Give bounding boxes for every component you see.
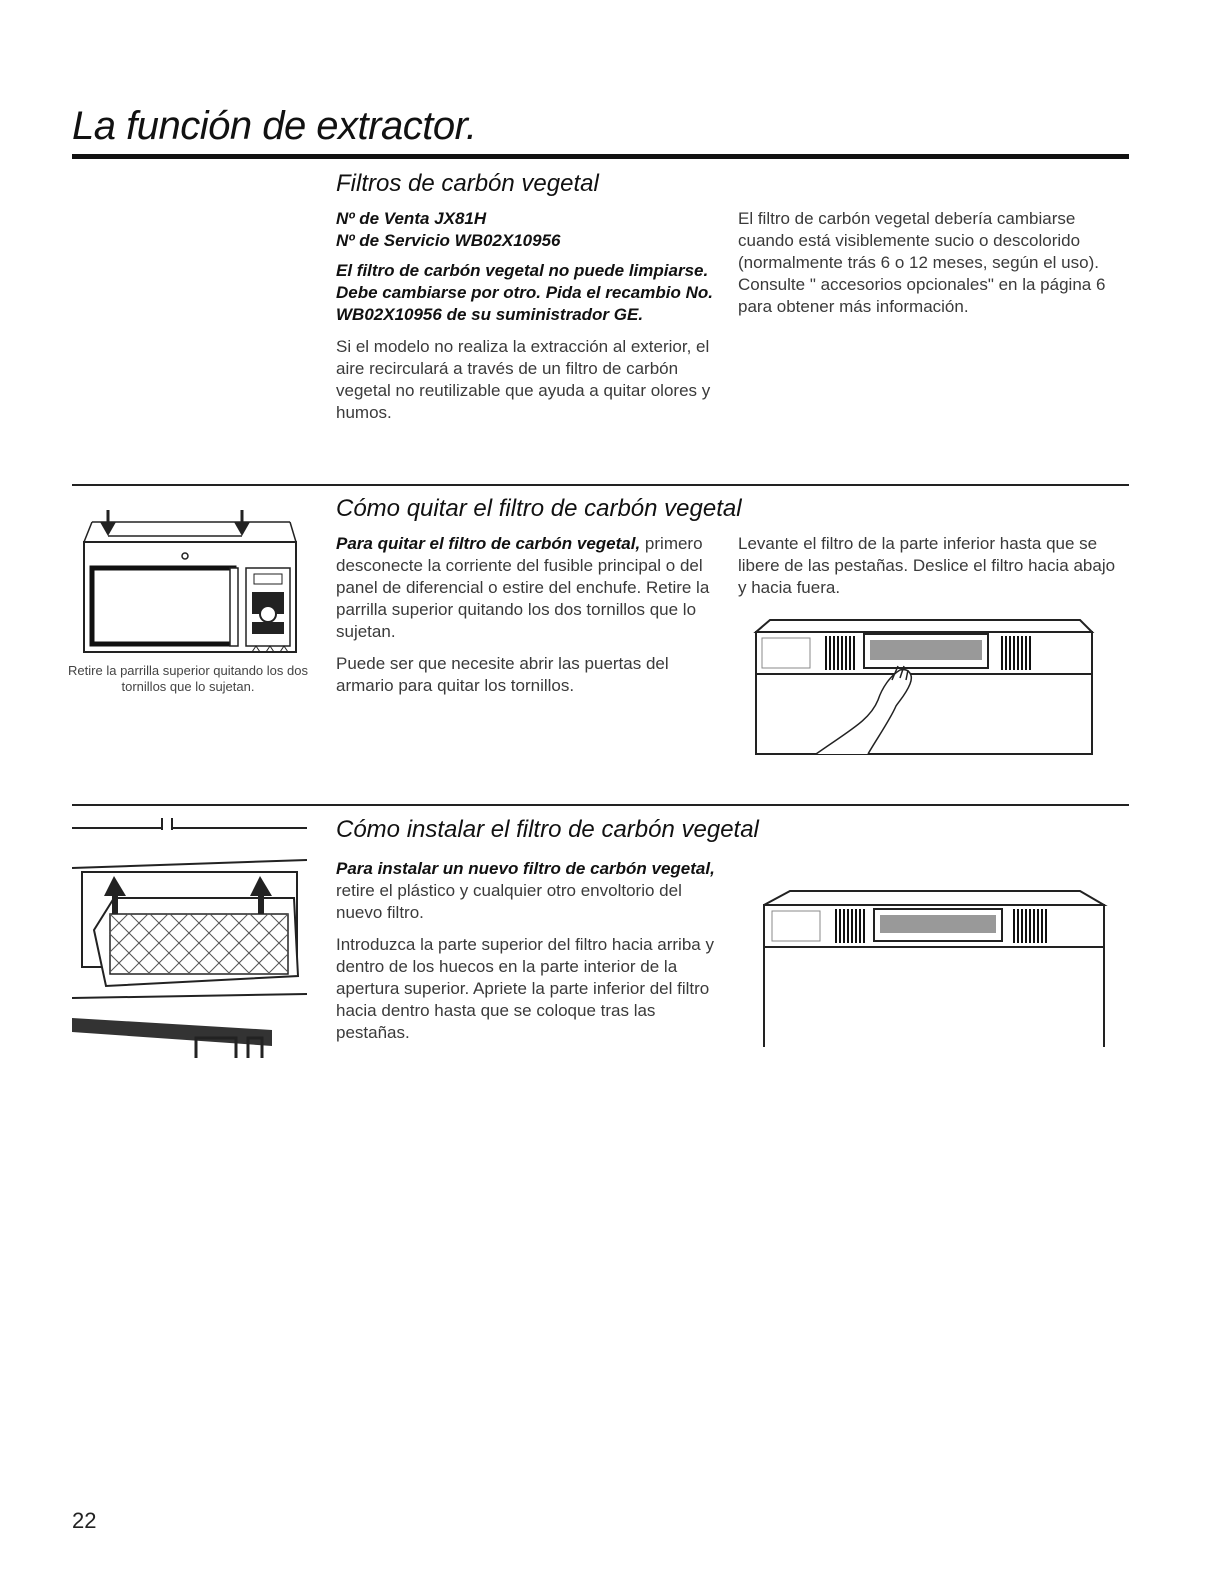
section-heading-charcoal-filters: Filtros de carbón vegetal — [336, 170, 599, 197]
section1-right-column — [738, 208, 1123, 318]
installed-filter-illustration — [760, 885, 1110, 1050]
page-number: 22 — [72, 1508, 97, 1533]
install-instructions — [336, 858, 721, 924]
remove-instructions — [336, 533, 721, 643]
lift-filter-text: Levante el filtro de la parte inferior hasta que se libere de las pestañas. Deslice el filtro hacia abajo y hacia fuera. — [738, 534, 1116, 597]
warning-text: El filtro de carbón vegetal no puede limpiarse. Debe cambiarse por otro. Pida el recambio No. WB02X10956 de su suministrador GE. — [336, 261, 713, 324]
remove-instructions-rest: primero desconecte la corriente del fusible principal o del panel de diferencial o estire del enchufe. Retire la parrilla superior quitando los dos tornillos que lo sujetan. — [336, 534, 710, 641]
install-filter-illustration — [72, 818, 307, 1058]
section2-rule — [72, 484, 1129, 486]
install-instructions-rest: retire el plástico y cualquier otro envoltorio del nuevo filtro. — [336, 881, 682, 922]
recirculation-text: Si el modelo no realiza la extracción al exterior, el aire recirculará a través de un filtro de carbón vegetal no reutilizable que ayuda a quitar olores y humos. — [336, 337, 711, 422]
section-heading-install-filter: Cómo instalar el filtro de carbón vegetal — [336, 816, 759, 843]
section-heading-remove-filter: Cómo quitar el filtro de carbón vegetal — [336, 495, 742, 522]
cabinet-note: Puede ser que necesite abrir las puertas del armario para quitar los tornillos. — [336, 654, 669, 695]
install-lead: Para instalar un nuevo filtro de carbón vegetal, — [336, 859, 715, 878]
title-rule — [72, 154, 1129, 159]
page-title: La función de extractor. — [72, 104, 477, 148]
microwave-caption: Retire la parrilla superior quitando los dos tornillos que lo sujetan. — [68, 663, 308, 694]
section3-rule — [72, 804, 1129, 806]
section2-left-column — [336, 533, 721, 697]
sale-number: Nº de Venta JX81H — [336, 209, 487, 228]
section3-left-column — [336, 858, 721, 1044]
remove-filter-illustration — [750, 610, 1100, 755]
section1-left-column — [336, 208, 721, 424]
replacement-text: El filtro de carbón vegetal debería cambiarse cuando está visiblemente sucio o descolorido (normalmente trás 6 o 12 meses, según el uso). Consulte " accesorios opcionales" en la página 6 para obtener más información. — [738, 209, 1106, 316]
microwave-illustration — [72, 508, 302, 663]
service-number: Nº de Servicio WB02X10956 — [336, 231, 561, 250]
remove-lead: Para quitar el filtro de carbón vegetal, — [336, 534, 641, 553]
section2-right-column — [738, 533, 1123, 599]
insert-filter-text: Introduzca la parte superior del filtro hacia arriba y dentro de los huecos en la parte interior de la apertura superior. Apriete la parte inferior del filtro hacia dentro hasta que se coloque tras las pestañas. — [336, 935, 714, 1042]
